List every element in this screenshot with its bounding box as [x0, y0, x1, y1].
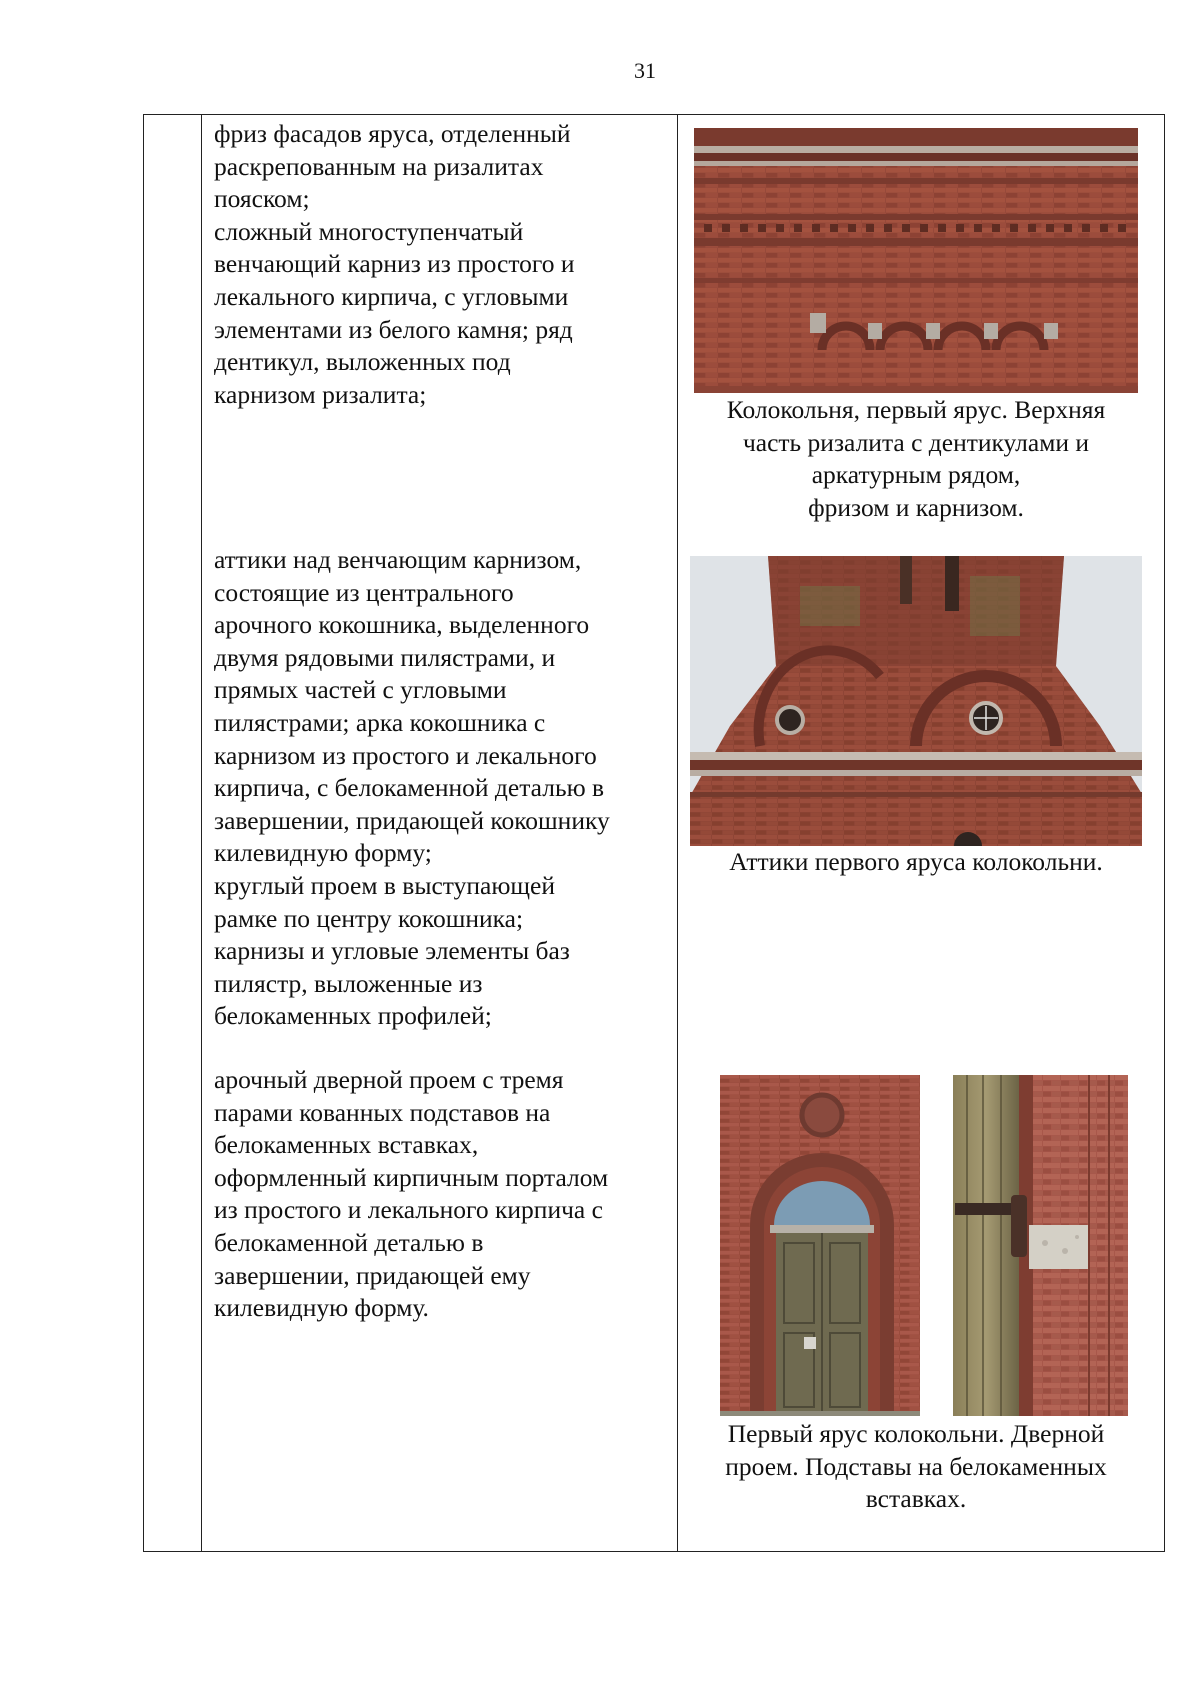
- caption-bell-tower-attics: Аттики первого яруса колокольни.: [729, 847, 1103, 876]
- photo-bell-tower-attics: [690, 556, 1142, 846]
- page-number: 31: [634, 58, 656, 83]
- caption-doorway-hinges: Первый ярус колокольни. Дверной проем. Подставы на белокаменных вставках.: [725, 1419, 1107, 1514]
- number-column-cell: [144, 115, 202, 1552]
- description-text: фриз фасадов яруса, отделенный раскрепованным на ризалитах пояском; сложный многоступенчатый венчающий карниз из простого и лекального кирпича, с угловыми элементами из белого камня; ряд дентикул, выложенных под карнизом ризалита;: [214, 119, 575, 409]
- photo-arched-doorway: [720, 1075, 920, 1416]
- photo-risalit-frieze: [694, 128, 1138, 393]
- photo-door-hinge-detail: [953, 1075, 1128, 1416]
- caption-risalit-frieze: Колокольня, первый ярус. Верхняя часть ризалита с дентикулами и аркатурным рядом, фризом и карнизом.: [726, 395, 1106, 522]
- description-frieze-cornice: [214, 118, 674, 411]
- description-text: арочный дверной проем с тремя парами кованных подставов на белокаменных вставках, оформленный кирпичным порталом из простого и лекального кирпича с белокаменной деталью в завершении, придающей ему килевидную форму.: [214, 1065, 609, 1323]
- description-door-portal: [214, 1064, 674, 1325]
- description-attics: [214, 544, 674, 1033]
- description-text: аттики над венчающим карнизом, состоящие из центрального арочного кокошника, выделенного двумя рядовыми пилястрами, и прямых частей с угловыми пилястрами; арка кокошника с карнизом из простого и лекального кирпича, с белокаменной деталью в завершении, придающей кокошнику килевидную форму; круглый проем в выступающей рамке по центру кокошника; карнизы и угловые элементы баз пилястр, выложенные из белокаменных профилей;: [214, 545, 610, 1031]
